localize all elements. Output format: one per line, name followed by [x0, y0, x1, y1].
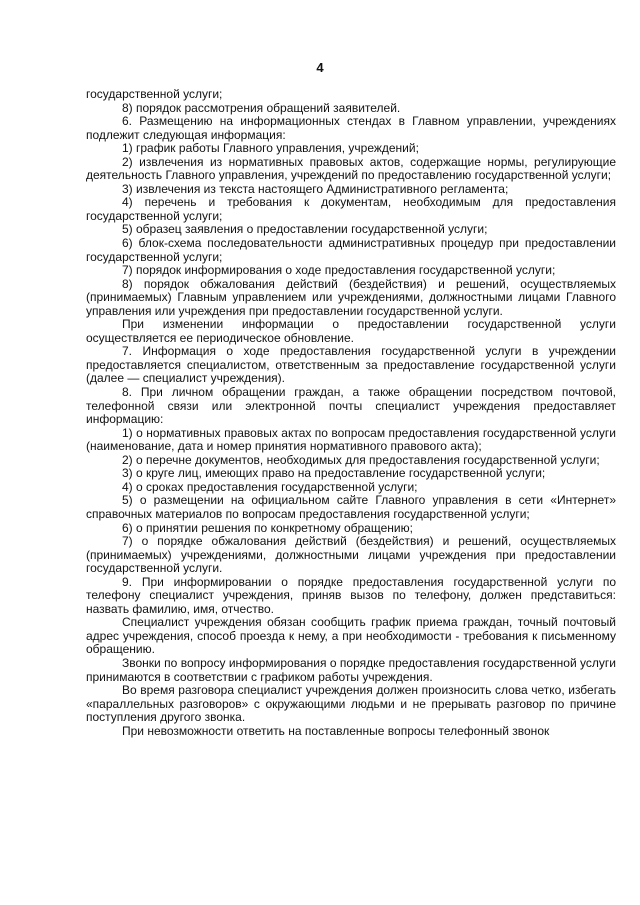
- page-number: 4: [316, 60, 324, 75]
- paragraph: 3) о круге лиц, имеющих право на предоставление государственной услуги;: [122, 466, 546, 481]
- paragraph: 7) порядок информирования о ходе предоставления государственной услуги;: [122, 263, 556, 278]
- paragraph: 6) блок-схема последовательности административных процедур при предоставлении государственной услуги;: [86, 236, 616, 264]
- paragraph: 4) перечень и требования к документам, необходимым для предоставления государственной услуги;: [86, 195, 616, 223]
- paragraph: государственной услуги;: [86, 87, 223, 101]
- paragraph: 7. Информация о ходе предоставления государственной услуги в учреждении предоставляется специалистом, ответственным за предоставление государственной услуги (далее — специалист учреждения).: [86, 344, 616, 386]
- paragraph: При невозможности ответить на поставленные вопросы телефонный звонок: [122, 723, 550, 738]
- paragraph: При изменении информации о предоставлении государственной услуги осуществляется ее периодическое обновление.: [86, 317, 616, 345]
- paragraph: 4) о сроках предоставления государственной услуги;: [122, 479, 418, 494]
- paragraph: 1) о нормативных правовых актах по вопросам предоставления государственной услуги (наименование, дата и номер принятия нормативного правового акта);: [86, 425, 616, 454]
- paragraph: 1) график работы Главного управления, учреждений;: [122, 141, 419, 156]
- paragraph: 6) о принятии решения по конкретному обращению;: [122, 520, 413, 535]
- paragraph: 2) о перечне документов, необходимых для предоставления государственной услуги;: [122, 452, 600, 467]
- paragraph: 5) о размещении на официальном сайте Главного управления в сети «Интернет» справочных материалов по вопросам предоставления государственной услуги;: [86, 493, 616, 521]
- paragraph: 6. Размещению на информационных стендах в Главном управлении, учреждениях подлежит следующая информация:: [86, 114, 616, 142]
- document-body: [86, 88, 616, 738]
- paragraph: Специалист учреждения обязан сообщить график приема граждан, точный почтовый адрес учреждения, способ проезда к нему, а при необходимости - требования к письменному обращению.: [86, 615, 616, 657]
- paragraph: Звонки по вопросу информирования о порядке предоставления государственной услуги принимаются в соответствии с графиком работы учреждения.: [86, 655, 616, 684]
- paragraph: 8) порядок рассмотрения обращений заявителей.: [122, 100, 401, 115]
- paragraph: 5) образец заявления о предоставлении государственной услуги;: [122, 222, 488, 237]
- paragraph: 9. При информировании о порядке предоставления государственной услуги по телефону специалист учреждения, приняв вызов по телефону, должен представиться: назвать фамилию, имя, отчество.: [86, 574, 616, 616]
- paragraph: Во время разговора специалист учреждения должен произносить слова четко, избегать «параллельных разговоров» с окружающими людьми и не прерывать разговор по причине поступления другого звонка.: [86, 683, 616, 725]
- paragraph: 8) порядок обжалования действий (бездействия) и решений, осуществляемых (принимаемых) Главным управлением или учреждениями, должностными лицами Главного управления или учреждения при предоставлении государственной услуги.: [86, 276, 616, 318]
- paragraph: 2) извлечения из нормативных правовых актов, содержащие нормы, регулирующие деятельность Главного управления, учреждений по предоставлению государственной услуги;: [86, 154, 616, 183]
- paragraph: 3) извлечения из текста настоящего Административного регламента;: [122, 181, 509, 196]
- paragraph: 7) о порядке обжалования действий (бездействия) и решений, осуществляемых (принимаемых) учреждениями, должностными лицами учреждения при предоставлении государственной услуги.: [86, 534, 616, 576]
- paragraph: 8. При личном обращении граждан, а также обращении посредством почтовой, телефонной связи или электронной почты специалист учреждения предоставляет информацию:: [86, 385, 616, 427]
